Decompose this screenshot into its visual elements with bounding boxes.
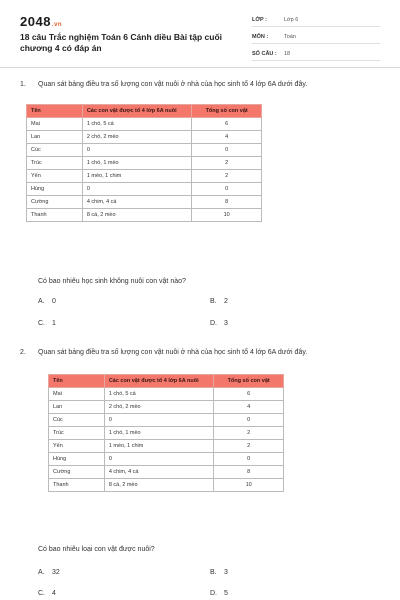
cell-name: Trúc [27,157,83,170]
cell-name: Mai [49,388,105,401]
cell-pets: 2 chó, 2 mèo [104,401,213,414]
cell-pets: 1 chó, 5 cá [82,118,191,131]
cell-total: 2 [192,170,262,183]
logo-main: 2048 [20,14,51,29]
pets-table-q1 [26,104,262,222]
document-title: 18 câu Trắc nghiệm Toán 6 Cánh diều Bài tập cuối chương 4 có đáp án [20,32,222,53]
cell-pets: 1 chó, 1 mèo [82,157,191,170]
column-header-total: Tổng số con vật [192,105,262,118]
option-d[interactable] [210,320,228,327]
cell-pets: 8 cá, 2 mèo [104,479,213,492]
page-header [0,0,400,68]
cell-total: 0 [214,453,284,466]
option-text: 1 [52,320,56,327]
cell-total: 2 [214,427,284,440]
cell-name: Hùng [49,453,105,466]
option-letter: A. [38,569,45,576]
cell-name: Cường [49,466,105,479]
cell-pets: 0 [82,144,191,157]
cell-total: 8 [214,466,284,479]
cell-pets: 8 cá, 2 mèo [82,209,191,222]
cell-name: Thanh [49,479,105,492]
question-stem [20,348,380,358]
meta-value: Toán [284,34,296,40]
table-row [49,388,284,401]
table-row [49,479,284,492]
cell-total: 4 [192,131,262,144]
option-text: 4 [52,590,56,597]
meta-row-subject [252,31,380,44]
cell-pets: 4 chim, 4 cá [82,196,191,209]
table-row [49,466,284,479]
table-header-row [27,105,262,118]
cell-total: 0 [192,144,262,157]
option-a[interactable] [38,298,56,305]
question-2 [20,348,380,358]
option-b[interactable] [210,298,228,305]
meta-label: SỐ CÂU : [252,51,277,57]
option-text: 3 [224,320,228,327]
option-letter: B. [210,569,217,576]
question-text: Quan sát bảng điều tra số lượng con vật nuôi ở nhà của học sinh tổ 4 lớp 6A dưới đây. [38,81,308,88]
column-header-name: Tên [27,105,83,118]
question-number: 1. [20,81,26,88]
option-letter: D. [210,590,217,597]
cell-name: Trúc [49,427,105,440]
cell-name: Lan [27,131,83,144]
question-stem [20,80,380,90]
cell-pets: 1 chó, 1 mèo [104,427,213,440]
logo-sub: .vn [51,22,63,28]
option-letter: A. [38,298,45,305]
cell-pets: 1 mèo, 1 chim [82,170,191,183]
cell-total: 2 [214,440,284,453]
cell-name: Hùng [27,183,83,196]
site-logo[interactable] [20,14,62,29]
cell-total: 0 [214,414,284,427]
option-text: 0 [52,298,56,305]
meta-row-count [252,48,380,61]
meta-label: MÔN : [252,34,269,40]
table-row [27,170,262,183]
question-1-ask: Có bao nhiêu học sinh không nuôi con vật nào? [38,278,186,285]
table-row [27,131,262,144]
meta-label: LỚP : [252,17,267,23]
table-row [49,414,284,427]
cell-total: 10 [192,209,262,222]
cell-total: 2 [192,157,262,170]
column-header-pets: Các con vật được tổ 4 lớp 6A nuôi [104,375,213,388]
cell-name: Thanh [27,209,83,222]
question-1 [20,80,380,90]
cell-total: 4 [214,401,284,414]
pets-table-q2 [48,374,284,492]
table-row [27,209,262,222]
option-text: 2 [224,298,228,305]
cell-name: Yến [27,170,83,183]
cell-total: 8 [192,196,262,209]
cell-pets: 0 [104,453,213,466]
table-row [27,183,262,196]
cell-pets: 1 mèo, 1 chim [104,440,213,453]
option-letter: C. [38,320,45,327]
table-row [27,118,262,131]
question-2-ask: Có bao nhiêu loại con vật được nuôi? [38,546,155,553]
option-c[interactable] [38,320,56,327]
table-row [27,144,262,157]
option-text: 32 [52,569,60,576]
option-letter: D. [210,320,217,327]
cell-total: 0 [192,183,262,196]
column-header-total: Tổng số con vật [214,375,284,388]
column-header-pets: Các con vật được tổ 4 lớp 6A nuôi [82,105,191,118]
cell-pets: 2 chó, 2 mèo [82,131,191,144]
document-meta [252,14,380,65]
table-row [49,453,284,466]
question-number: 2. [20,349,26,356]
table-row [27,196,262,209]
option-text: 3 [224,569,228,576]
cell-total: 6 [192,118,262,131]
cell-name: Yến [49,440,105,453]
option-c[interactable] [38,590,56,597]
table-row [27,157,262,170]
meta-value: Lớp 6 [284,17,299,23]
cell-pets: 0 [82,183,191,196]
cell-name: Mai [27,118,83,131]
option-a[interactable] [38,569,60,576]
table-row [49,401,284,414]
cell-pets: 1 chó, 5 cá [104,388,213,401]
option-letter: B. [210,298,217,305]
meta-value: 18 [284,51,291,57]
cell-total: 6 [214,388,284,401]
cell-name: Cường [27,196,83,209]
option-d[interactable] [210,590,228,597]
cell-total: 10 [214,479,284,492]
cell-pets: 0 [104,414,213,427]
cell-pets: 4 chim, 4 cá [104,466,213,479]
cell-name: Cúc [49,414,105,427]
option-letter: C. [38,590,45,597]
column-header-name: Tên [49,375,105,388]
option-b[interactable] [210,569,228,576]
meta-row-class [252,14,380,27]
cell-name: Lan [49,401,105,414]
table-row [49,440,284,453]
table-header-row [49,375,284,388]
table-row [49,427,284,440]
option-text: 5 [224,590,228,597]
cell-name: Cúc [27,144,83,157]
question-text: Quan sát bảng điều tra số lượng con vật nuôi ở nhà của học sinh tổ 4 lớp 6A dưới đây. [38,349,308,356]
